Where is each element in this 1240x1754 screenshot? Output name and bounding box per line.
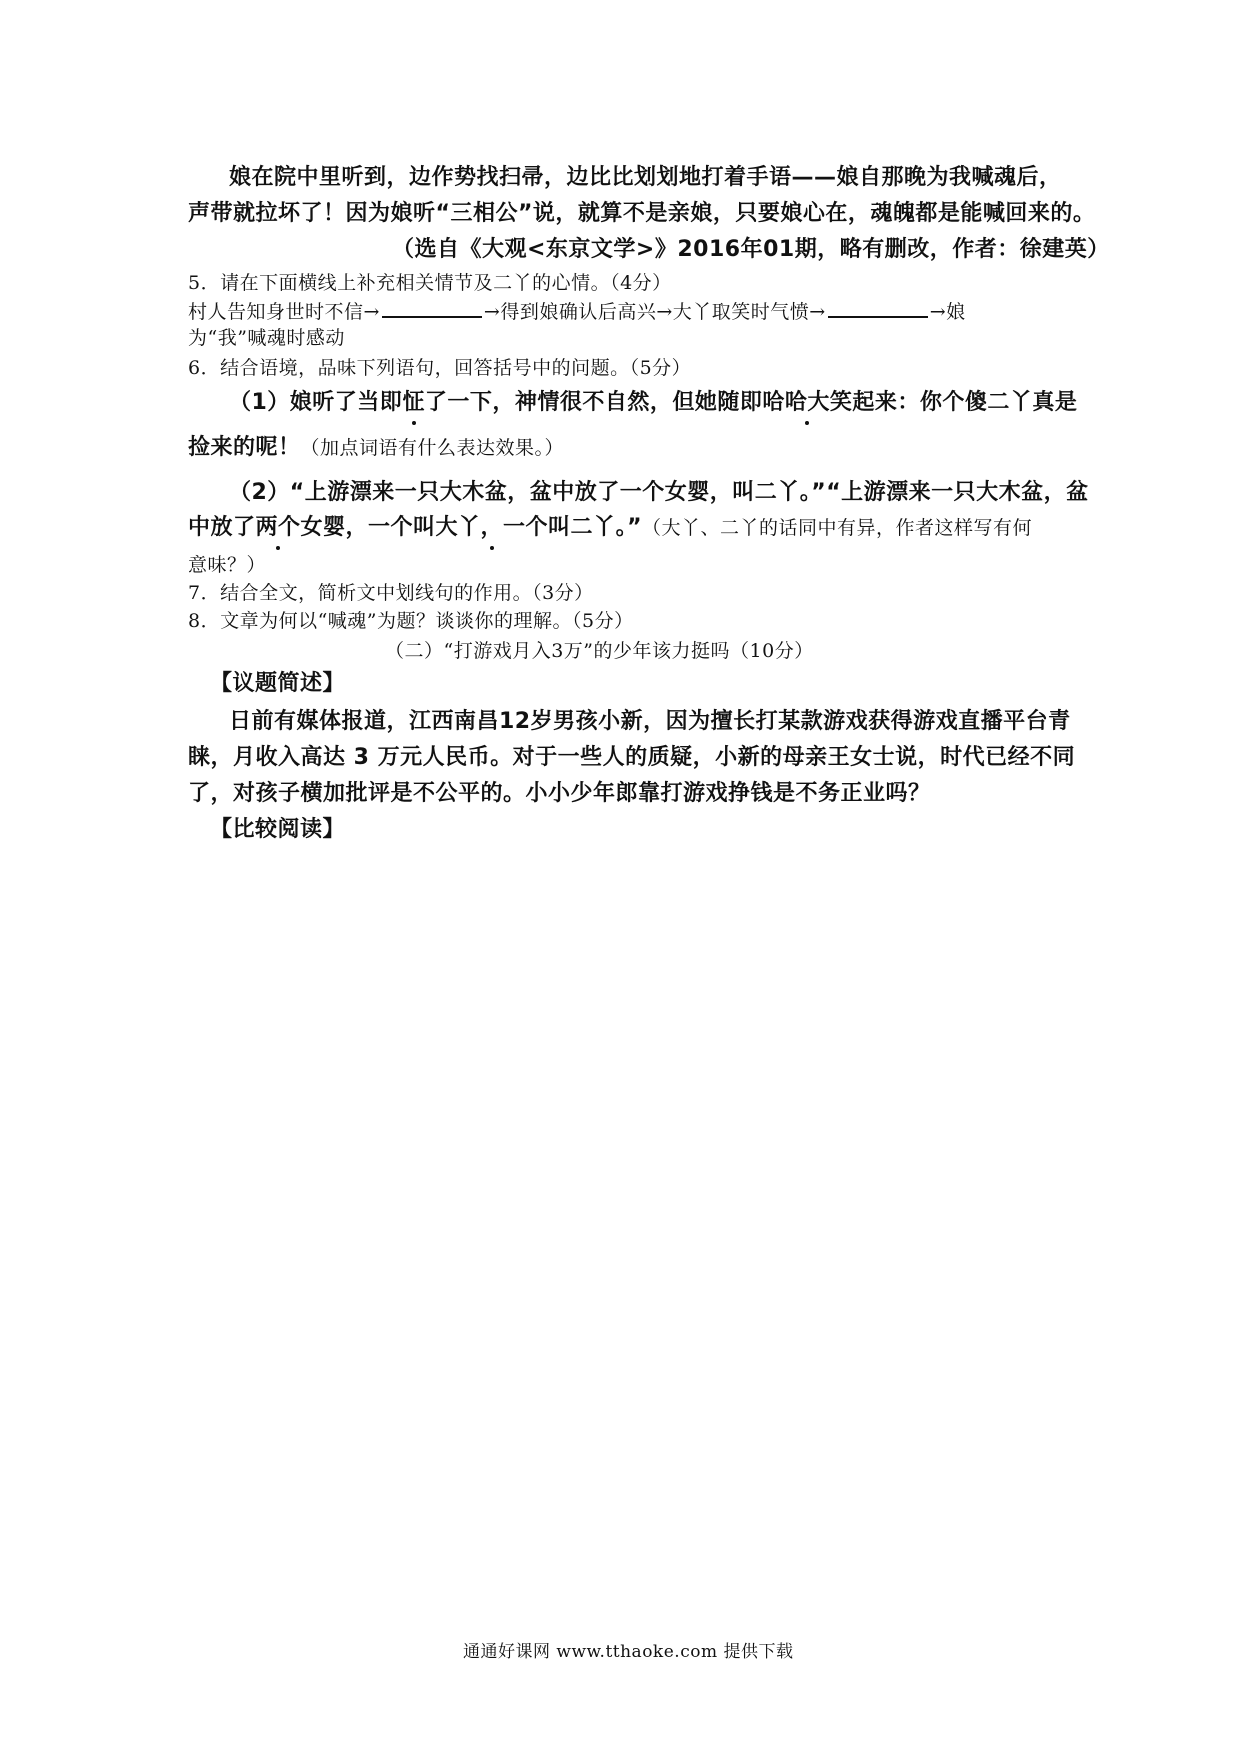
s1-line-2-text: 捡来的呢！ bbox=[188, 435, 301, 460]
story-paragraph-line-1: 娘在院中里听到，边作势找扫帚，边比比划划地打着手语——娘自那晚为我喊魂后， bbox=[229, 165, 1062, 190]
story-paragraph-line-2: 声带就拉坏了！因为娘听“三相公”说，就算不是亲娘，只要娘心在，魂魄都是能喊回来的。 bbox=[188, 201, 1096, 226]
question-8-prompt: 8．文章为何以“喊魂”为题？谈谈你的理解。（5分） bbox=[188, 610, 634, 632]
s2-dotted-word-1: 两个 bbox=[256, 510, 301, 541]
question-6-sentence-1-line-1 bbox=[229, 385, 1077, 416]
question-5-flow-line-2: 为“我”喊魂时感动 bbox=[188, 327, 345, 349]
section-2-title: （二）“打游戏月入3万”的少年该力挺吗（10分） bbox=[385, 640, 814, 662]
s1-text-3: 起来：你个傻二丫真是 bbox=[852, 390, 1078, 415]
s1-text-2: 了一下，神情很不自然，但她随即 bbox=[424, 390, 763, 415]
question-5-prompt: 5．请在下面横线上补充相关情节及二丫的心情。（4分） bbox=[188, 272, 672, 294]
page-footer: 通通好课网 www.tthaoke.com 提供下载 bbox=[463, 1642, 794, 1662]
answer-blank-2[interactable] bbox=[828, 298, 928, 318]
flow-segment-3: →娘 bbox=[929, 301, 966, 323]
issue-heading: 【议题简述】 bbox=[210, 671, 346, 696]
flow-segment-2: →得到娘确认后高兴→大丫取笑时气愤→ bbox=[483, 301, 826, 323]
issue-paragraph-line-2: 睐，月收入高达 3 万元人民币。对于一些人的质疑，小新的母亲王女士说，时代已经不同 bbox=[188, 745, 1076, 770]
question-6-prompt: 6．结合语境，品味下列语句，回答括号中的问题。（5分） bbox=[188, 357, 692, 379]
question-6-sentence-2-line-2 bbox=[188, 510, 1032, 541]
s2-text: 中放了 bbox=[188, 515, 256, 540]
question-6-sentence-1-line-2 bbox=[188, 430, 564, 461]
flow-segment-1: 村人告知身世时不信→ bbox=[188, 301, 380, 323]
s1-note: （加点词语有什么表达效果。） bbox=[300, 437, 565, 459]
question-6-sentence-2-line-1: （2）“上游漂来一只大木盆，盆中放了一个女婴，叫二丫。”“上游漂来一只大木盆，盆 bbox=[229, 480, 1089, 505]
answer-blank-1[interactable] bbox=[382, 298, 482, 318]
s1-text: （1）娘听了当即 bbox=[229, 390, 403, 415]
s1-dotted-word-2: 哈哈大笑 bbox=[762, 385, 852, 416]
question-5-flow bbox=[188, 297, 966, 324]
compare-heading: 【比较阅读】 bbox=[210, 817, 346, 842]
s2-text-2: 女婴， bbox=[300, 515, 369, 540]
s2-text-3: 。” bbox=[615, 515, 643, 540]
question-6-sentence-2-note-line-2: 意味？） bbox=[188, 554, 267, 576]
issue-paragraph-line-3: 了，对孩子横加批评是不公平的。小小少年郎靠打游戏挣钱是不务正业吗？ bbox=[188, 781, 931, 806]
s2-note: （大丫、二丫的话同中有异，作者这样写有何 bbox=[642, 517, 1033, 539]
question-7-prompt: 7．结合全文，简析文中划线句的作用。（3分） bbox=[188, 582, 594, 604]
issue-paragraph-line-1: 日前有媒体报道，江西南昌12岁男孩小新，因为擅长打某款游戏获得游戏直播平台青 bbox=[229, 709, 1071, 734]
s1-dotted-word-1: 怔 bbox=[402, 385, 425, 416]
s2-dotted-phrase: 一个叫大丫，一个叫二丫 bbox=[368, 510, 616, 541]
story-source: （选自《大观<东京文学>》2016年01期，略有删改，作者：徐建英） bbox=[392, 237, 1110, 262]
